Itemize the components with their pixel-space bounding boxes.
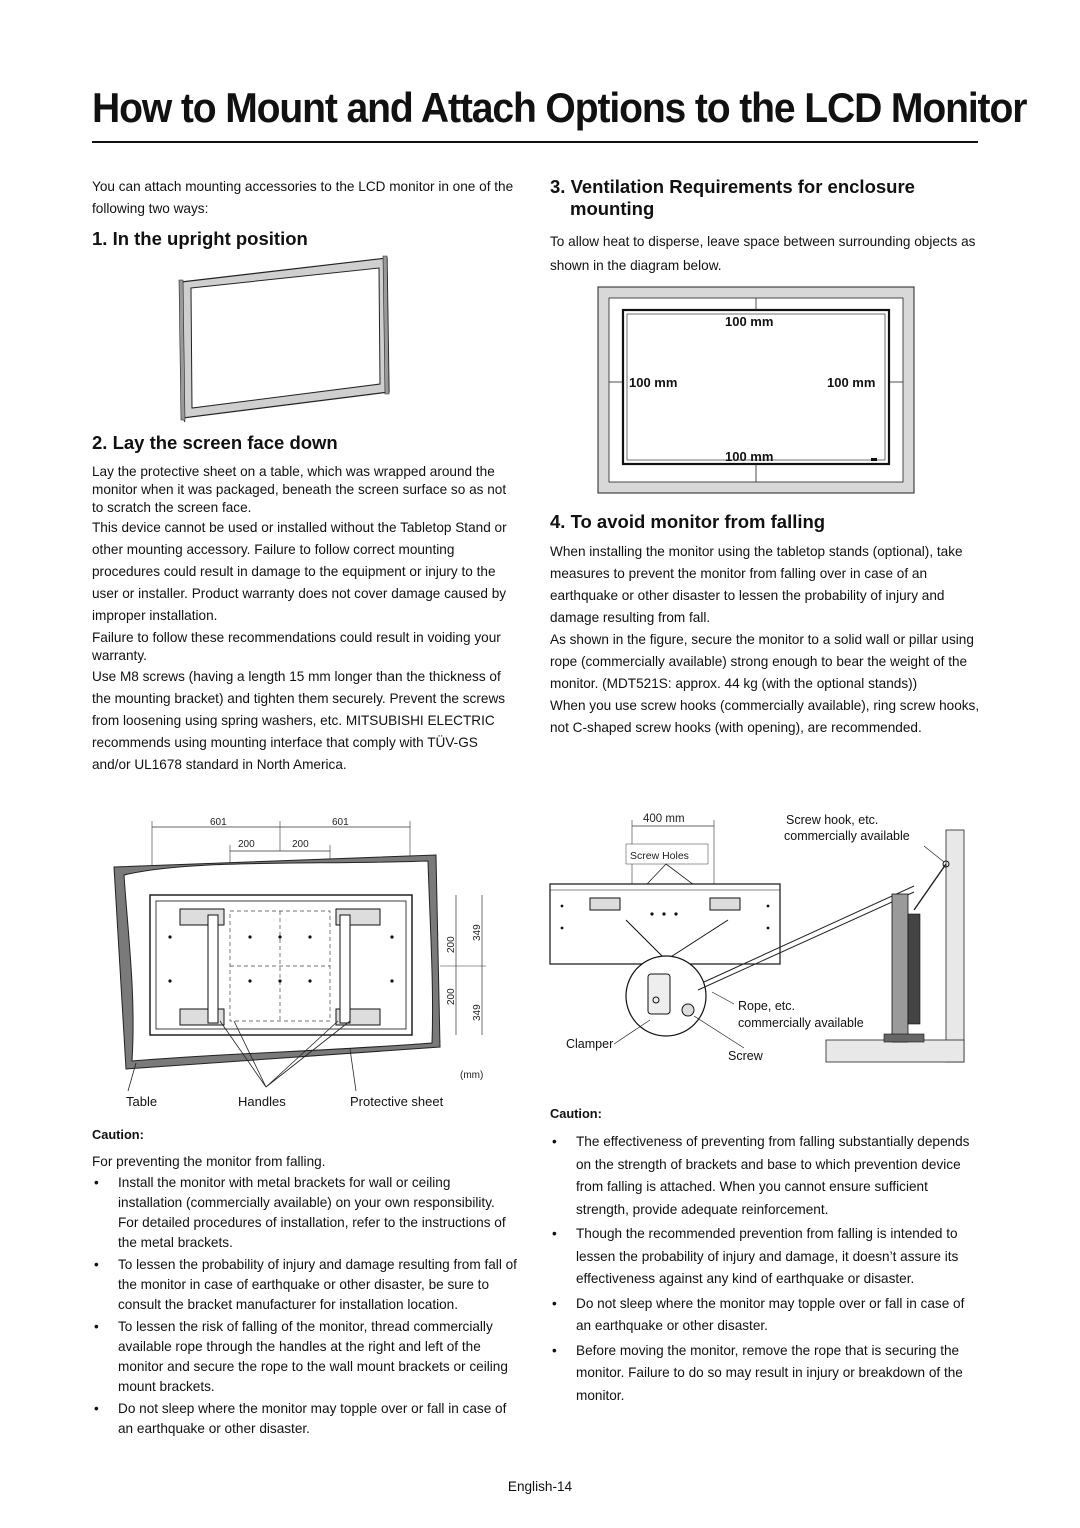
section4-para2: As shown in the figure, secure the monitor to a solid wall or pillar using rope (commercially available) strong enough to bear the weight of the monitor. (MDT521S: approx. 44 kg (with the optional stands)): [550, 632, 974, 691]
left-column: [92, 176, 518, 250]
title-rule: [92, 141, 978, 143]
screw-hook-label: Screw hook, etc.: [786, 813, 879, 827]
label-handles: Handles: [238, 1094, 286, 1109]
list-item: • To lessen the risk of falling of the monitor, thread commercially available rope through the handles at the right and left of the monitor and secure the rope to the wall mount brackets or ceiling mount brackets.: [92, 1317, 518, 1397]
clamper-label: Clamper: [566, 1037, 614, 1051]
section2-para4: Use M8 screws (having a length 15 mm longer than the thickness of the mounting bracket) and tighten them securely. Prevent the screws from loosening using spring washers, etc. MITSUBISHI ELECTRIC recommends using mounting interface that comply with TÜV-GS and/or UL1678 standard in North America.: [92, 669, 506, 772]
page-footer: English-14: [507, 1479, 573, 1494]
section4-heading: 4. To avoid monitor from falling: [550, 511, 826, 532]
left-caution-list: [92, 1173, 518, 1439]
dim-601-right: 601: [332, 817, 349, 828]
section1-heading: 1. In the upright position: [92, 228, 308, 249]
section4-para3: When you use screw hooks (commercially available), ring screw hooks, not C-shaped screw hooks (with opening), are recommended.: [550, 698, 980, 735]
section2-para2: This device cannot be used or installed without the Tabletop Stand or other mounting accessory. Failure to follow correct mounting procedures could result in damage to the equipment or injury to the user or installer. Product warranty does not cover damage caused by improper installation.: [92, 520, 507, 623]
dim-400mm: 400 mm: [643, 813, 685, 825]
right-column: [550, 176, 980, 278]
section3-heading-line1: 3. Ventilation Requirements for enclosure: [550, 176, 915, 197]
right-caution-list: [550, 1131, 980, 1407]
list-item: • To lessen the probability of injury and damage resulting from fall of the monitor in case of earthquake or other disaster, be sure to consult the bracket manufacturer for installation location.: [92, 1255, 518, 1315]
vent-left-label: 100 mm: [629, 375, 678, 390]
ventilation-diagram: [597, 286, 915, 496]
face-down-mounting-diagram: [110, 815, 500, 1115]
list-item: • Do not sleep where the monitor may topple over or fall in case of an earthquake or other disaster.: [92, 1399, 518, 1439]
section2-para1: Lay the protective sheet on a table, which was wrapped around the monitor when it was packaged, beneath the screen surface so as not to scratch the screen face.: [92, 464, 507, 515]
dim-601-left: 601: [210, 817, 227, 828]
left-caution-label: Caution:: [92, 1127, 144, 1142]
page-title: How to Mount and Attach Options to the LCD Monitor: [92, 84, 1027, 131]
dim-200-vertical-top: 200: [446, 936, 457, 953]
dim-200-left: 200: [238, 839, 255, 850]
list-item: • Do not sleep where the monitor may topple over or fall in case of an earthquake or other disaster.: [550, 1293, 980, 1338]
unit-label: (mm): [460, 1070, 484, 1081]
label-table: Table: [126, 1094, 158, 1109]
section2-para3: Failure to follow these recommendations could result in voiding your warranty.: [92, 630, 501, 663]
upright-monitor-figure: [175, 252, 395, 424]
vent-right-label: 100 mm: [827, 375, 876, 390]
list-item: • Install the monitor with metal brackets for wall or ceiling installation (commercially available) on your own responsibility. For detailed procedures of installation, refer to the instructions of the metal brackets.: [92, 1173, 518, 1253]
rope-securing-diagram: [548, 810, 968, 1070]
right-caution-block: [550, 1103, 980, 1409]
section2-heading: 2. Lay the screen face down: [92, 432, 338, 453]
rope-sublabel: commercially available: [738, 1016, 864, 1030]
vent-bottom-label: 100 mm: [725, 449, 774, 464]
screw-label: Screw: [728, 1049, 763, 1063]
section4-para1: When installing the monitor using the tabletop stands (optional), take measures to prevent the monitor from falling over in case of an earthquake or other disaster to lessen the probability of injury and damage resulting from fall.: [550, 544, 963, 625]
list-item: • Though the recommended prevention from falling is intended to lessen the probability of injury and damage, it doesn’t assure its effectiveness against any kind of earthquake or disaster.: [550, 1223, 980, 1291]
left-caution-intro: For preventing the monitor from falling.: [92, 1154, 326, 1169]
label-protective-sheet: Protective sheet: [350, 1094, 444, 1109]
rope-label: Rope, etc.: [738, 999, 795, 1013]
dim-349-top: 349: [472, 924, 483, 941]
screw-holes-label: Screw Holes: [630, 850, 689, 862]
section2-block: [92, 432, 518, 776]
list-item: • The effectiveness of preventing from falling substantially depends on the strength of brackets and base to which prevention device from falling is attached. When you cannot ensure sufficient strength, provide adequate reinforcement.: [550, 1131, 980, 1221]
intro-text: You can attach mounting accessories to the LCD monitor in one of the following two ways:: [92, 179, 514, 216]
section3-heading-line2: mounting: [570, 198, 655, 219]
left-caution-block: [92, 1124, 518, 1441]
section3-heading: [550, 176, 980, 220]
screw-hook-sublabel: commercially available: [784, 829, 910, 843]
dim-200-vertical-bottom: 200: [446, 988, 457, 1005]
section4-block: [550, 511, 980, 739]
list-item: • Before moving the monitor, remove the rope that is securing the monitor. Failure to do so may result in injury or breakdown of the monitor.: [550, 1340, 980, 1408]
vent-top-label: 100 mm: [725, 314, 774, 329]
right-caution-label: Caution:: [550, 1106, 602, 1121]
section3-para: To allow heat to disperse, leave space between surrounding objects as shown in the diagram below.: [550, 234, 976, 273]
dim-349-bottom: 349: [472, 1004, 483, 1021]
dim-200-right: 200: [292, 839, 309, 850]
